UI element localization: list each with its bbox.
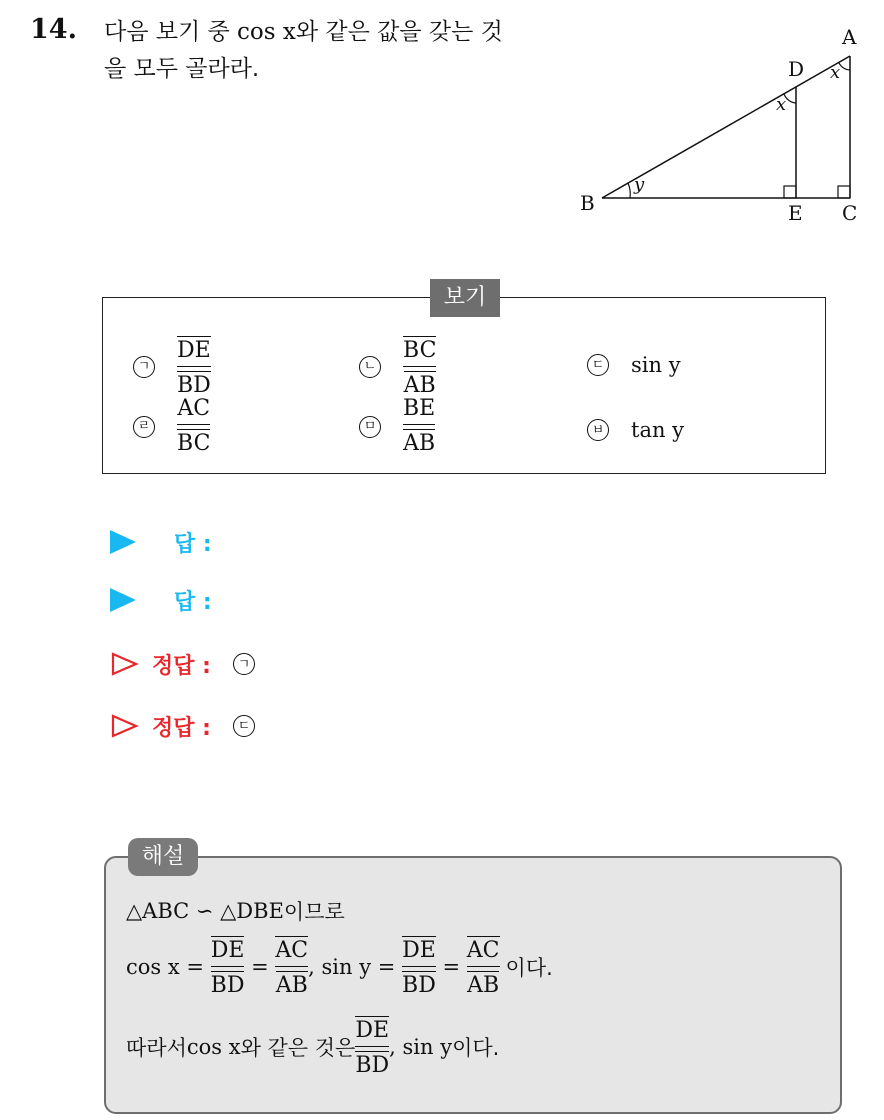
fraction-numerator: BC [403, 338, 437, 363]
fraction-bar [177, 424, 210, 425]
explanation-text: 와 같은 것은 [240, 1035, 356, 1060]
correct-label: 정답 : [152, 653, 211, 679]
answer-row-1 [110, 526, 212, 558]
answer-label: 답 : [174, 531, 212, 557]
outline-triangle-icon [110, 651, 140, 677]
right-angle-e [784, 186, 796, 198]
fraction-bc-ab [403, 336, 436, 397]
explanation-connector: 이므로 [283, 900, 345, 924]
fraction-numerator: DE [177, 338, 211, 363]
label-b: B [580, 191, 595, 215]
question-text-line2: 을 모두 골라라. [104, 56, 260, 82]
fraction-ac-ab [467, 936, 500, 997]
fraction-numerator: DE [210, 938, 245, 963]
explanation-text: 따라서 [126, 1035, 187, 1060]
explanation-ending: 이다. [505, 955, 553, 980]
comma: , [308, 954, 322, 979]
fraction-bar [177, 366, 211, 367]
comma: , [389, 1034, 403, 1059]
question-number: 14. [30, 14, 77, 45]
fraction-de-bd [402, 936, 436, 997]
bogi-box [102, 297, 826, 474]
fraction-ac-ab [275, 936, 308, 997]
fraction-bar [355, 1046, 389, 1047]
fraction-denominator: BD [402, 973, 436, 998]
fraction-denominator: BC [177, 431, 211, 456]
marker-giyeok: ㄱ [133, 356, 155, 378]
label-x-at-d: x [776, 94, 787, 115]
sin-y-text: sin y [631, 353, 681, 377]
option-mieum [359, 398, 435, 455]
fraction-denominator: AB [403, 373, 436, 398]
explanation-line-2 [126, 936, 553, 997]
label-a: A [842, 25, 857, 49]
angle-arc-b [628, 183, 630, 198]
fraction-bar [467, 966, 500, 967]
fraction-bar [402, 966, 436, 967]
question-text-math: cos x [237, 19, 296, 45]
option-bieup [587, 418, 684, 442]
sin-y-text: sin y [402, 1034, 453, 1059]
fraction-bar [403, 366, 436, 367]
correct-row-1 [110, 648, 277, 680]
fraction-bar [211, 966, 245, 967]
option-nieun [359, 336, 436, 397]
fraction-denominator: AB [403, 431, 436, 456]
correct-label: 정답 : [152, 715, 211, 741]
marker-rieul: ㄹ [133, 416, 155, 438]
equals-sign: = [179, 954, 211, 979]
fraction-numerator: BE [403, 396, 436, 421]
fraction-denominator: BD [177, 373, 211, 398]
cos-x-text: cos x [186, 1034, 241, 1059]
marker-mieum: ㅁ [359, 416, 381, 438]
play-triangle-icon [110, 588, 136, 612]
fraction-bar [403, 424, 435, 425]
angle-arc-a [839, 63, 850, 70]
label-e: E [788, 201, 803, 225]
equals-sign: = [244, 954, 276, 979]
tan-y-text: tan y [631, 418, 685, 442]
outline-triangle-icon [110, 713, 140, 739]
answer-row-2 [110, 584, 212, 616]
sin-y-text: sin y [321, 954, 372, 979]
fraction-be-ab [403, 398, 435, 455]
option-digeut [587, 353, 681, 377]
correct-marker: ㄱ [233, 653, 255, 675]
label-y-at-b: y [634, 174, 645, 195]
similarity-expression: △ABC ∽ △DBE [126, 899, 284, 923]
label-x-at-a: x [830, 62, 841, 83]
bogi-tag: 보기 [430, 279, 500, 317]
equals-sign: = [371, 954, 403, 979]
correct-marker: ㄷ [233, 715, 255, 737]
triangle-figure [560, 20, 870, 240]
option-rieul [133, 398, 210, 455]
right-angle-c [838, 186, 850, 198]
question-text-part1: 다음 보기 중 [104, 19, 238, 45]
fraction-numerator: AC [177, 396, 211, 421]
marker-nieun: ㄴ [359, 356, 381, 378]
play-triangle-icon [110, 530, 136, 554]
fraction-numerator: AC [466, 938, 500, 963]
explanation-line-3 [126, 1016, 499, 1077]
fraction-bar [275, 966, 308, 967]
explanation-ending: 이다. [452, 1035, 500, 1060]
fraction-numerator: AC [275, 938, 309, 963]
answer-label: 답 : [174, 589, 212, 615]
fraction-de-bd [355, 1016, 389, 1077]
equals-sign: = [435, 954, 467, 979]
label-d: D [788, 57, 805, 81]
marker-digeut: ㄷ [587, 354, 609, 376]
fraction-denominator: AB [275, 973, 308, 998]
fraction-denominator: BD [210, 973, 245, 998]
question-text-part2: 와 같은 값을 갖는 것 [295, 19, 503, 45]
fraction-denominator: AB [467, 973, 500, 998]
fraction-numerator: DE [355, 1018, 390, 1043]
fraction-denominator: BD [355, 1053, 390, 1078]
marker-bieup: ㅂ [587, 419, 609, 441]
cos-x-text: cos x [126, 954, 180, 979]
explanation-tag: 해설 [128, 838, 198, 876]
label-c: C [842, 201, 858, 225]
explanation-line-1 [126, 896, 345, 926]
fraction-de-bd [211, 936, 245, 997]
fraction-ac-bc [177, 398, 210, 455]
fraction-numerator: DE [402, 938, 436, 963]
correct-row-2 [110, 710, 277, 742]
fraction-de-bd [177, 336, 211, 397]
question-text [104, 14, 544, 88]
option-giyeok [133, 336, 211, 397]
